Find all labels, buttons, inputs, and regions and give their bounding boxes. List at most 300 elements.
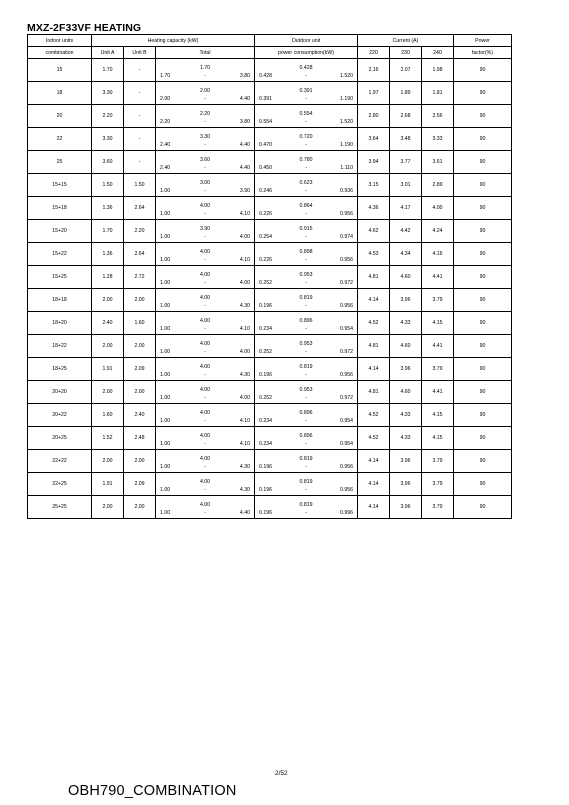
total-capacity-cell-max: 4.40 bbox=[239, 510, 250, 516]
current-220-cell: 4.53 bbox=[358, 243, 390, 266]
current-240-cell: 3.79 bbox=[422, 289, 454, 312]
total-capacity-cell-dash: - bbox=[204, 510, 206, 516]
table-row bbox=[28, 266, 512, 289]
total-capacity-cell-max: 4.30 bbox=[239, 372, 250, 378]
total-capacity-cell-dash: - bbox=[204, 349, 206, 355]
current-240-cell: 3.79 bbox=[422, 496, 454, 519]
header-row-1 bbox=[28, 35, 512, 47]
combination-cell: 22+25 bbox=[28, 473, 92, 496]
unit-a-cell: 1.91 bbox=[92, 473, 124, 496]
header-row-2 bbox=[28, 47, 512, 59]
current-230-cell: 4.60 bbox=[390, 335, 422, 358]
total-capacity-cell-max: 4.10 bbox=[239, 257, 250, 263]
total-capacity-cell-rated: 2.00 bbox=[199, 88, 211, 94]
total-capacity-cell-dash: - bbox=[204, 326, 206, 332]
total-capacity-cell-max: 3.80 bbox=[239, 119, 250, 125]
power-consumption-cell-max: 0.972 bbox=[340, 395, 353, 401]
total-capacity-cell bbox=[156, 266, 255, 289]
current-220-cell: 4.52 bbox=[358, 404, 390, 427]
total-capacity-cell-max: 3.80 bbox=[239, 73, 250, 79]
current-220-cell: 4.14 bbox=[358, 496, 390, 519]
power-factor-cell: 90 bbox=[454, 289, 512, 312]
header-indoor-units: Indoor units bbox=[28, 35, 92, 47]
power-consumption-cell-dash: - bbox=[305, 142, 307, 148]
current-240-cell: 4.00 bbox=[422, 197, 454, 220]
total-capacity-cell-dash: - bbox=[204, 188, 206, 194]
table-row bbox=[28, 105, 512, 128]
combination-cell: 18+20 bbox=[28, 312, 92, 335]
total-capacity-cell-min: 2.40 bbox=[160, 142, 171, 148]
power-factor-cell: 90 bbox=[454, 128, 512, 151]
power-consumption-cell-dash: - bbox=[305, 326, 307, 332]
unit-a-cell: 3.30 bbox=[92, 82, 124, 105]
total-capacity-cell-max: 4.30 bbox=[239, 303, 250, 309]
unit-b-cell: 2.72 bbox=[124, 266, 156, 289]
current-230-cell: 4.17 bbox=[390, 197, 422, 220]
total-capacity-cell bbox=[156, 174, 255, 197]
power-consumption-cell-max: 0.956 bbox=[340, 372, 353, 378]
power-consumption-cell bbox=[255, 381, 358, 404]
power-consumption-cell-rated: 0.819 bbox=[299, 456, 313, 462]
power-consumption-cell-dash: - bbox=[305, 441, 307, 447]
header-unit-a: Unit A bbox=[92, 47, 124, 59]
unit-a-cell: 2.00 bbox=[92, 496, 124, 519]
power-consumption-cell-dash: - bbox=[305, 96, 307, 102]
unit-b-cell: - bbox=[124, 105, 156, 128]
total-capacity-cell-min: 1.00 bbox=[160, 441, 171, 447]
total-capacity-cell bbox=[156, 128, 255, 151]
power-consumption-cell-rated: 0.819 bbox=[299, 479, 313, 485]
total-capacity-cell bbox=[156, 289, 255, 312]
power-factor-cell: 90 bbox=[454, 404, 512, 427]
current-230-cell: 3.96 bbox=[390, 450, 422, 473]
current-230-cell: 4.33 bbox=[390, 312, 422, 335]
unit-b-cell: 2.09 bbox=[124, 473, 156, 496]
table-row bbox=[28, 427, 512, 450]
total-capacity-cell-min: 1.00 bbox=[160, 188, 171, 194]
unit-b-cell: - bbox=[124, 82, 156, 105]
footer-label: OBH790_COMBINATION bbox=[68, 783, 237, 799]
power-consumption-cell bbox=[255, 220, 358, 243]
combination-cell: 18+18 bbox=[28, 289, 92, 312]
unit-a-cell: 1.36 bbox=[92, 197, 124, 220]
power-factor-cell: 90 bbox=[454, 266, 512, 289]
total-capacity-cell-rated: 2.20 bbox=[199, 111, 211, 117]
power-consumption-cell-min: 0.226 bbox=[259, 211, 272, 217]
current-230-cell: 3.96 bbox=[390, 473, 422, 496]
power-factor-cell: 90 bbox=[454, 312, 512, 335]
power-factor-cell: 90 bbox=[454, 496, 512, 519]
total-capacity-cell-max: 4.10 bbox=[239, 326, 250, 332]
power-consumption-cell-max: 0.996 bbox=[340, 510, 353, 516]
total-capacity-cell-rated: 4.00 bbox=[199, 203, 211, 209]
unit-a-cell: 1.70 bbox=[92, 59, 124, 82]
power-consumption-cell bbox=[255, 128, 358, 151]
power-consumption-cell-min: 0.196 bbox=[259, 487, 272, 493]
power-factor-cell: 90 bbox=[454, 381, 512, 404]
header-power-factor: factor(%) bbox=[454, 47, 512, 59]
current-230-cell: 3.01 bbox=[390, 174, 422, 197]
unit-a-cell: 2.00 bbox=[92, 450, 124, 473]
total-capacity-cell-dash: - bbox=[204, 73, 206, 79]
current-240-cell: 3.61 bbox=[422, 151, 454, 174]
unit-a-cell: 3.30 bbox=[92, 128, 124, 151]
power-consumption-cell bbox=[255, 404, 358, 427]
power-consumption-cell-min: 0.554 bbox=[259, 119, 272, 125]
power-consumption-cell bbox=[255, 197, 358, 220]
table-row bbox=[28, 174, 512, 197]
unit-b-cell: 1.60 bbox=[124, 312, 156, 335]
total-capacity-cell-rated: 4.00 bbox=[199, 387, 211, 393]
total-capacity-cell-rated: 4.00 bbox=[199, 295, 211, 301]
power-consumption-cell-max: 0.956 bbox=[340, 303, 353, 309]
table-row bbox=[28, 59, 512, 82]
total-capacity-cell-rated: 4.00 bbox=[199, 456, 211, 462]
power-consumption-cell-min: 0.246 bbox=[259, 188, 272, 194]
total-capacity-cell-max: 4.30 bbox=[239, 487, 250, 493]
current-240-cell: 3.79 bbox=[422, 358, 454, 381]
power-consumption-cell-max: 0.956 bbox=[340, 464, 353, 470]
total-capacity-cell-max: 4.00 bbox=[239, 280, 250, 286]
power-consumption-cell-max: 0.974 bbox=[340, 234, 353, 240]
power-consumption-cell-dash: - bbox=[305, 234, 307, 240]
unit-a-cell: 1.28 bbox=[92, 266, 124, 289]
power-factor-cell: 90 bbox=[454, 427, 512, 450]
power-consumption-cell-rated: 0.623 bbox=[299, 180, 313, 186]
current-230-cell: 4.60 bbox=[390, 381, 422, 404]
power-consumption-cell bbox=[255, 151, 358, 174]
unit-b-cell: 2.00 bbox=[124, 450, 156, 473]
combination-cell: 25+25 bbox=[28, 496, 92, 519]
current-230-cell: 4.33 bbox=[390, 404, 422, 427]
total-capacity-cell-rated: 4.00 bbox=[199, 410, 211, 416]
combination-cell: 20+20 bbox=[28, 381, 92, 404]
total-capacity-cell bbox=[156, 220, 255, 243]
total-capacity-cell-min: 2.20 bbox=[160, 119, 171, 125]
total-capacity-cell-min: 1.00 bbox=[160, 257, 171, 263]
power-factor-cell: 90 bbox=[454, 358, 512, 381]
current-230-cell: 3.96 bbox=[390, 496, 422, 519]
current-240-cell: 3.79 bbox=[422, 473, 454, 496]
power-consumption-cell-min: 0.234 bbox=[259, 418, 272, 424]
table-row bbox=[28, 473, 512, 496]
power-consumption-cell-max: 0.954 bbox=[340, 326, 353, 332]
total-capacity-cell-min: 2.00 bbox=[160, 96, 171, 102]
unit-a-cell: 1.70 bbox=[92, 220, 124, 243]
header-outdoor-unit: Outdoor unit bbox=[255, 35, 358, 47]
power-consumption-cell-min: 0.234 bbox=[259, 441, 272, 447]
current-240-cell: 4.15 bbox=[422, 404, 454, 427]
current-220-cell: 4.14 bbox=[358, 358, 390, 381]
power-consumption-cell-dash: - bbox=[305, 188, 307, 194]
combination-cell: 15+25 bbox=[28, 266, 92, 289]
power-factor-cell: 90 bbox=[454, 82, 512, 105]
header-220v: 220 bbox=[358, 47, 390, 59]
unit-a-cell: 1.50 bbox=[92, 174, 124, 197]
power-consumption-cell-dash: - bbox=[305, 349, 307, 355]
current-240-cell: 3.33 bbox=[422, 128, 454, 151]
total-capacity-cell-min: 1.70 bbox=[160, 73, 171, 79]
total-capacity-cell-rated: 3.30 bbox=[199, 134, 211, 140]
power-consumption-cell-min: 0.252 bbox=[259, 280, 272, 286]
unit-a-cell: 2.00 bbox=[92, 335, 124, 358]
power-consumption-cell-rated: 0.819 bbox=[299, 502, 313, 508]
total-capacity-cell-rated: 3.60 bbox=[199, 157, 211, 163]
power-consumption-cell-min: 0.226 bbox=[259, 257, 272, 263]
power-factor-cell: 90 bbox=[454, 450, 512, 473]
header-power: Power bbox=[454, 35, 512, 47]
unit-a-cell: 2.20 bbox=[92, 105, 124, 128]
power-consumption-cell-max: 0.954 bbox=[340, 418, 353, 424]
power-factor-cell: 90 bbox=[454, 174, 512, 197]
power-consumption-cell-min: 0.470 bbox=[259, 142, 272, 148]
unit-a-cell: 1.60 bbox=[92, 404, 124, 427]
power-consumption-cell-dash: - bbox=[305, 418, 307, 424]
power-consumption-cell-dash: - bbox=[305, 119, 307, 125]
power-consumption-cell-min: 0.252 bbox=[259, 395, 272, 401]
power-consumption-cell-min: 0.450 bbox=[259, 165, 272, 171]
combination-cell: 15+20 bbox=[28, 220, 92, 243]
power-consumption-cell bbox=[255, 174, 358, 197]
total-capacity-cell bbox=[156, 59, 255, 82]
header-current: Current (A) bbox=[358, 35, 454, 47]
total-capacity-cell-dash: - bbox=[204, 96, 206, 102]
total-capacity-cell-dash: - bbox=[204, 303, 206, 309]
total-capacity-cell-dash: - bbox=[204, 395, 206, 401]
current-220-cell: 4.14 bbox=[358, 289, 390, 312]
total-capacity-cell bbox=[156, 312, 255, 335]
unit-b-cell: - bbox=[124, 151, 156, 174]
unit-b-cell: 2.00 bbox=[124, 381, 156, 404]
current-230-cell: 3.96 bbox=[390, 358, 422, 381]
total-capacity-cell-max: 4.10 bbox=[239, 211, 250, 217]
table-row bbox=[28, 82, 512, 105]
total-capacity-cell-max: 4.10 bbox=[239, 418, 250, 424]
power-consumption-cell-dash: - bbox=[305, 303, 307, 309]
current-220-cell: 4.52 bbox=[358, 427, 390, 450]
total-capacity-cell-dash: - bbox=[204, 142, 206, 148]
power-consumption-cell-dash: - bbox=[305, 395, 307, 401]
combination-cell: 25 bbox=[28, 151, 92, 174]
power-consumption-cell bbox=[255, 496, 358, 519]
unit-b-cell: 1.50 bbox=[124, 174, 156, 197]
power-consumption-cell-min: 0.428 bbox=[259, 73, 272, 79]
power-consumption-cell-min: 0.254 bbox=[259, 234, 272, 240]
current-240-cell: 4.41 bbox=[422, 381, 454, 404]
total-capacity-cell bbox=[156, 381, 255, 404]
table-row bbox=[28, 151, 512, 174]
total-capacity-cell-dash: - bbox=[204, 487, 206, 493]
power-consumption-cell bbox=[255, 335, 358, 358]
total-capacity-cell-min: 1.00 bbox=[160, 326, 171, 332]
total-capacity-cell bbox=[156, 335, 255, 358]
current-230-cell: 3.48 bbox=[390, 128, 422, 151]
current-240-cell: 2.89 bbox=[422, 174, 454, 197]
total-capacity-cell-dash: - bbox=[204, 280, 206, 286]
unit-b-cell: 2.09 bbox=[124, 358, 156, 381]
header-unit-b: Unit B bbox=[124, 47, 156, 59]
current-220-cell: 4.14 bbox=[358, 473, 390, 496]
power-factor-cell: 90 bbox=[454, 220, 512, 243]
table-row bbox=[28, 450, 512, 473]
total-capacity-cell-max: 4.40 bbox=[239, 165, 250, 171]
power-consumption-cell-dash: - bbox=[305, 487, 307, 493]
unit-b-cell: 2.00 bbox=[124, 496, 156, 519]
combination-cell: 18+25 bbox=[28, 358, 92, 381]
total-capacity-cell-min: 2.40 bbox=[160, 165, 171, 171]
total-capacity-cell bbox=[156, 197, 255, 220]
total-capacity-cell-dash: - bbox=[204, 211, 206, 217]
page-number: 2/52 bbox=[275, 770, 288, 777]
power-consumption-cell-dash: - bbox=[305, 464, 307, 470]
power-consumption-cell bbox=[255, 105, 358, 128]
unit-a-cell: 1.91 bbox=[92, 358, 124, 381]
current-240-cell: 4.15 bbox=[422, 312, 454, 335]
current-220-cell: 4.81 bbox=[358, 266, 390, 289]
unit-a-cell: 3.60 bbox=[92, 151, 124, 174]
current-240-cell: 1.98 bbox=[422, 59, 454, 82]
current-220-cell: 3.94 bbox=[358, 151, 390, 174]
unit-a-cell: 1.36 bbox=[92, 243, 124, 266]
current-220-cell: 4.81 bbox=[358, 335, 390, 358]
power-consumption-cell-max: 0.972 bbox=[340, 280, 353, 286]
power-consumption-cell bbox=[255, 266, 358, 289]
combination-cell: 20 bbox=[28, 105, 92, 128]
combination-cell: 18 bbox=[28, 82, 92, 105]
unit-b-cell: 2.00 bbox=[124, 289, 156, 312]
total-capacity-cell-min: 1.00 bbox=[160, 303, 171, 309]
current-220-cell: 3.15 bbox=[358, 174, 390, 197]
table-row bbox=[28, 358, 512, 381]
total-capacity-cell-min: 1.00 bbox=[160, 418, 171, 424]
current-220-cell: 2.80 bbox=[358, 105, 390, 128]
total-capacity-cell bbox=[156, 404, 255, 427]
header-230v: 230 bbox=[390, 47, 422, 59]
total-capacity-cell-min: 1.00 bbox=[160, 464, 171, 470]
power-consumption-cell bbox=[255, 358, 358, 381]
current-220-cell: 4.14 bbox=[358, 450, 390, 473]
total-capacity-cell-dash: - bbox=[204, 418, 206, 424]
power-consumption-cell bbox=[255, 59, 358, 82]
total-capacity-cell-dash: - bbox=[204, 234, 206, 240]
total-capacity-cell-max: 4.00 bbox=[239, 234, 250, 240]
total-capacity-cell bbox=[156, 82, 255, 105]
power-consumption-cell-rated: 0.915 bbox=[299, 226, 313, 232]
total-capacity-cell-dash: - bbox=[204, 165, 206, 171]
table-row bbox=[28, 404, 512, 427]
combination-cell: 20+22 bbox=[28, 404, 92, 427]
power-consumption-cell-max: 0.972 bbox=[340, 349, 353, 355]
header-heating-capacity: Heating capacity (kW) bbox=[92, 35, 255, 47]
total-capacity-cell-max: 4.00 bbox=[239, 395, 250, 401]
power-consumption-cell-rated: 0.428 bbox=[299, 65, 313, 71]
unit-b-cell: 2.00 bbox=[124, 335, 156, 358]
current-230-cell: 4.60 bbox=[390, 266, 422, 289]
unit-a-cell: 2.40 bbox=[92, 312, 124, 335]
power-consumption-cell-rated: 0.953 bbox=[299, 341, 313, 347]
current-240-cell: 4.24 bbox=[422, 220, 454, 243]
table-row bbox=[28, 289, 512, 312]
current-240-cell: 4.16 bbox=[422, 243, 454, 266]
total-capacity-cell-max: 4.10 bbox=[239, 441, 250, 447]
power-factor-cell: 90 bbox=[454, 197, 512, 220]
total-capacity-cell-dash: - bbox=[204, 464, 206, 470]
power-consumption-cell-min: 0.196 bbox=[259, 303, 272, 309]
power-consumption-cell bbox=[255, 450, 358, 473]
total-capacity-cell bbox=[156, 151, 255, 174]
unit-b-cell: 2.64 bbox=[124, 243, 156, 266]
unit-b-cell: 2.40 bbox=[124, 404, 156, 427]
table-row bbox=[28, 220, 512, 243]
power-consumption-cell-min: 0.252 bbox=[259, 349, 272, 355]
power-consumption-cell-max: 1.190 bbox=[340, 142, 353, 148]
header-total: Total bbox=[156, 47, 255, 59]
total-capacity-cell-min: 1.00 bbox=[160, 395, 171, 401]
current-220-cell: 4.36 bbox=[358, 197, 390, 220]
power-factor-cell: 90 bbox=[454, 59, 512, 82]
total-capacity-cell bbox=[156, 358, 255, 381]
combination-cell: 15 bbox=[28, 59, 92, 82]
header-power-consumption: power consumption(kW) bbox=[255, 47, 358, 59]
current-220-cell: 4.81 bbox=[358, 381, 390, 404]
power-consumption-cell-rated: 0.898 bbox=[299, 249, 313, 255]
total-capacity-cell-rated: 3.90 bbox=[199, 226, 211, 232]
total-capacity-cell-dash: - bbox=[204, 119, 206, 125]
power-consumption-cell-min: 0.196 bbox=[259, 510, 272, 516]
unit-b-cell: 2.20 bbox=[124, 220, 156, 243]
power-consumption-cell bbox=[255, 427, 358, 450]
table-row bbox=[28, 496, 512, 519]
combination-cell: 15+22 bbox=[28, 243, 92, 266]
current-220-cell: 4.62 bbox=[358, 220, 390, 243]
power-consumption-cell-dash: - bbox=[305, 280, 307, 286]
current-220-cell: 2.16 bbox=[358, 59, 390, 82]
power-consumption-cell-rated: 0.819 bbox=[299, 364, 313, 370]
unit-a-cell: 2.00 bbox=[92, 381, 124, 404]
combination-cell: 22 bbox=[28, 128, 92, 151]
total-capacity-cell-rated: 4.00 bbox=[199, 341, 211, 347]
power-factor-cell: 90 bbox=[454, 473, 512, 496]
unit-b-cell: 2.64 bbox=[124, 197, 156, 220]
current-230-cell: 4.34 bbox=[390, 243, 422, 266]
total-capacity-cell-min: 1.00 bbox=[160, 372, 171, 378]
current-230-cell: 2.68 bbox=[390, 105, 422, 128]
power-consumption-cell-dash: - bbox=[305, 73, 307, 79]
power-consumption-cell-min: 0.234 bbox=[259, 326, 272, 332]
unit-b-cell: - bbox=[124, 59, 156, 82]
unit-b-cell: 2.48 bbox=[124, 427, 156, 450]
power-consumption-cell-min: 0.196 bbox=[259, 464, 272, 470]
power-consumption-cell-max: 1.520 bbox=[340, 119, 353, 125]
combination-cell: 18+22 bbox=[28, 335, 92, 358]
total-capacity-cell bbox=[156, 473, 255, 496]
document-title: MXZ-2F33VF HEATING bbox=[27, 22, 142, 34]
power-consumption-cell bbox=[255, 82, 358, 105]
total-capacity-cell-rated: 3.00 bbox=[199, 180, 211, 186]
total-capacity-cell-max: 4.40 bbox=[239, 96, 250, 102]
power-factor-cell: 90 bbox=[454, 151, 512, 174]
total-capacity-cell-min: 1.00 bbox=[160, 487, 171, 493]
current-240-cell: 1.81 bbox=[422, 82, 454, 105]
total-capacity-cell-rated: 4.00 bbox=[199, 433, 211, 439]
current-230-cell: 1.89 bbox=[390, 82, 422, 105]
current-240-cell: 2.56 bbox=[422, 105, 454, 128]
total-capacity-cell-max: 3.90 bbox=[239, 188, 250, 194]
header-combination: combination bbox=[28, 47, 92, 59]
power-consumption-cell-rated: 0.720 bbox=[299, 134, 313, 140]
table-row bbox=[28, 197, 512, 220]
power-consumption-cell-dash: - bbox=[305, 211, 307, 217]
